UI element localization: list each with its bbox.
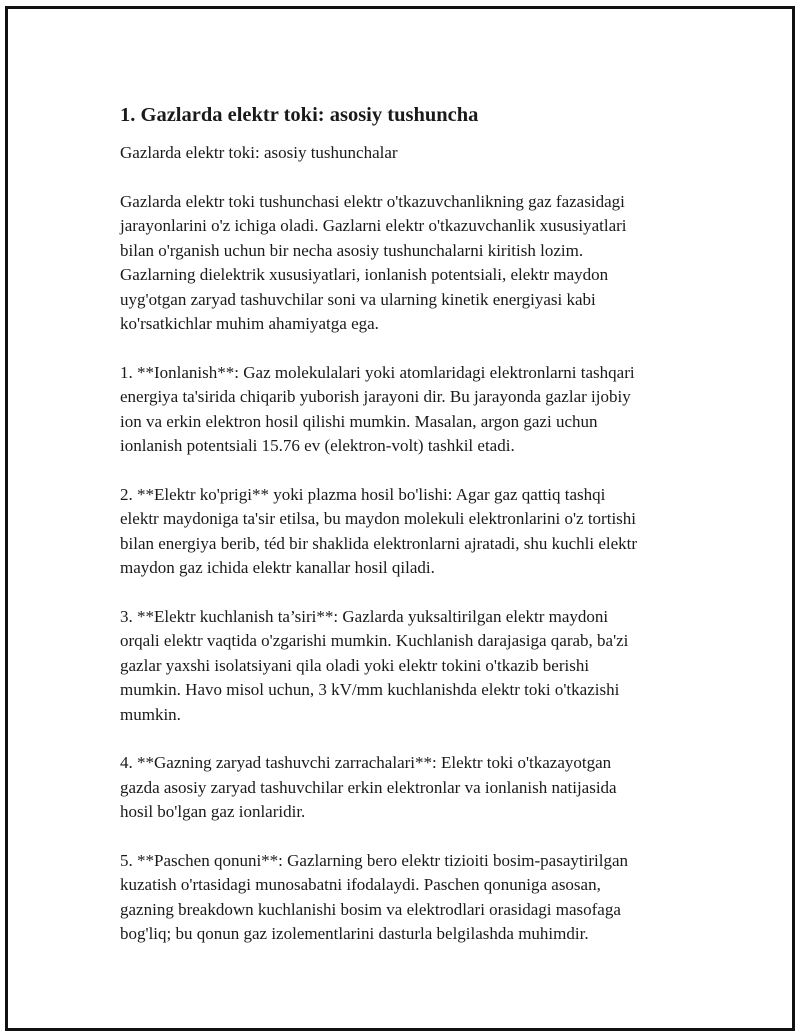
text-line: 4. **Gazning zaryad tashuvchi zarrachalari**: Elektr toki o'tkazayotgan	[120, 753, 612, 772]
text-line: ion va erkin elektron hosil qilishi mumkin. Masalan, argon gazi uchun	[120, 411, 598, 431]
paragraph-ionlanish	[120, 361, 700, 459]
text-line: orqali elektr vaqtida o'zgarishi mumkin. Kuchlanish darajasiga qarab, ba'zi	[120, 631, 629, 650]
text-line: kuzatish o'rtasidagi munosabatni ifodalaydi. Paschen qonuniga asosan,	[120, 875, 601, 894]
text-line: 2. **Elektr ko'prigi** yoki plazma hosil bo'lishi: Agar gaz qattiq tashqi	[120, 484, 606, 504]
text-line: ionlanish potentsiali 15.76 ev (elektron-volt) tashkil etadi.	[120, 436, 515, 455]
text-line: jarayonlarini o'z ichiga oladi. Gazlarni elektr o'tkazuvchanlik xususiyatlari	[120, 216, 627, 235]
text-line: mumkin.	[120, 704, 181, 724]
document-content	[120, 99, 700, 971]
text-line: Gazlarning dielektrik xususiyatlari, ionlanish potentsiali, elektr maydon	[120, 265, 609, 284]
page-frame	[5, 6, 795, 1031]
text-line: 1. **Ionlanish**: Gaz molekulalari yoki atomlaridagi elektronlarni tashqari	[120, 362, 635, 382]
paragraph-elektr-koprigi	[120, 483, 700, 581]
text-line: 5. **Paschen qonuni**: Gazlarning bero elektr tizioiti bosim-pasaytirilgan	[120, 850, 628, 870]
text-line: bilan energiya berib, téd bir shaklida elektronlarni ajratadi, shu kuchli elektr	[120, 533, 638, 553]
text-line: hosil bo'lgan gaz ionlaridir.	[120, 802, 306, 821]
text-line: maydon gaz ichida elektr kanallar hosil qiladi.	[120, 558, 435, 577]
document-title: 1. Gazlarda elektr toki: asosiy tushuncha	[120, 104, 479, 126]
text-line: uyg'otgan zaryad tashuvchilar soni va ularning kinetik energiyasi kabi	[120, 289, 596, 309]
paragraph-kuchlanish-tasiri	[120, 605, 700, 728]
text-line: 3. **Elektr kuchlanish ta’siri**: Gazlarda yuksaltirilgan elektr maydoni	[120, 606, 609, 626]
text-line: gazda asosiy zaryad tashuvchilar erkin elektronlar va ionlanish natijasida	[120, 777, 617, 797]
paragraph-paschen-qonuni	[120, 849, 700, 947]
text-line: bog'liq; bu qonun gaz izolementlarini dasturla belgilashda muhimdir.	[120, 924, 589, 943]
text-line: gazning breakdown kuchlanishi bosim va elektrodlari orasidagi masofaga	[120, 899, 621, 919]
text-line: bilan o'rganish uchun bir necha asosiy tushunchalarni kiritish lozim.	[120, 240, 584, 260]
text-line: ko'rsatkichlar muhim ahamiyatga ega.	[120, 314, 379, 333]
paragraph-zaryad-tashuvchi	[120, 751, 700, 825]
text-line: gazlar yaxshi isolatsiyani qila oladi yoki elektr tokini o'tkazib berishi	[120, 655, 590, 675]
document-subtitle: Gazlarda elektr toki: asosiy tushunchalar	[120, 143, 398, 162]
text-line: energiya ta'sirida chiqarib yuborish jarayoni dir. Bu jarayonda gazlar ijobiy	[120, 387, 631, 406]
text-line: Gazlarda elektr toki tushunchasi elektr o'tkazuvchanlikning gaz fazasidagi	[120, 191, 625, 211]
text-line: elektr maydoniga ta'sir etilsa, bu maydon molekuli elektronlarini o'z tortishi	[120, 509, 637, 528]
paragraph-intro	[120, 190, 700, 337]
text-line: mumkin. Havo misol uchun, 3 kV/mm kuchlanishda elektr toki o'tkazishi	[120, 680, 620, 699]
